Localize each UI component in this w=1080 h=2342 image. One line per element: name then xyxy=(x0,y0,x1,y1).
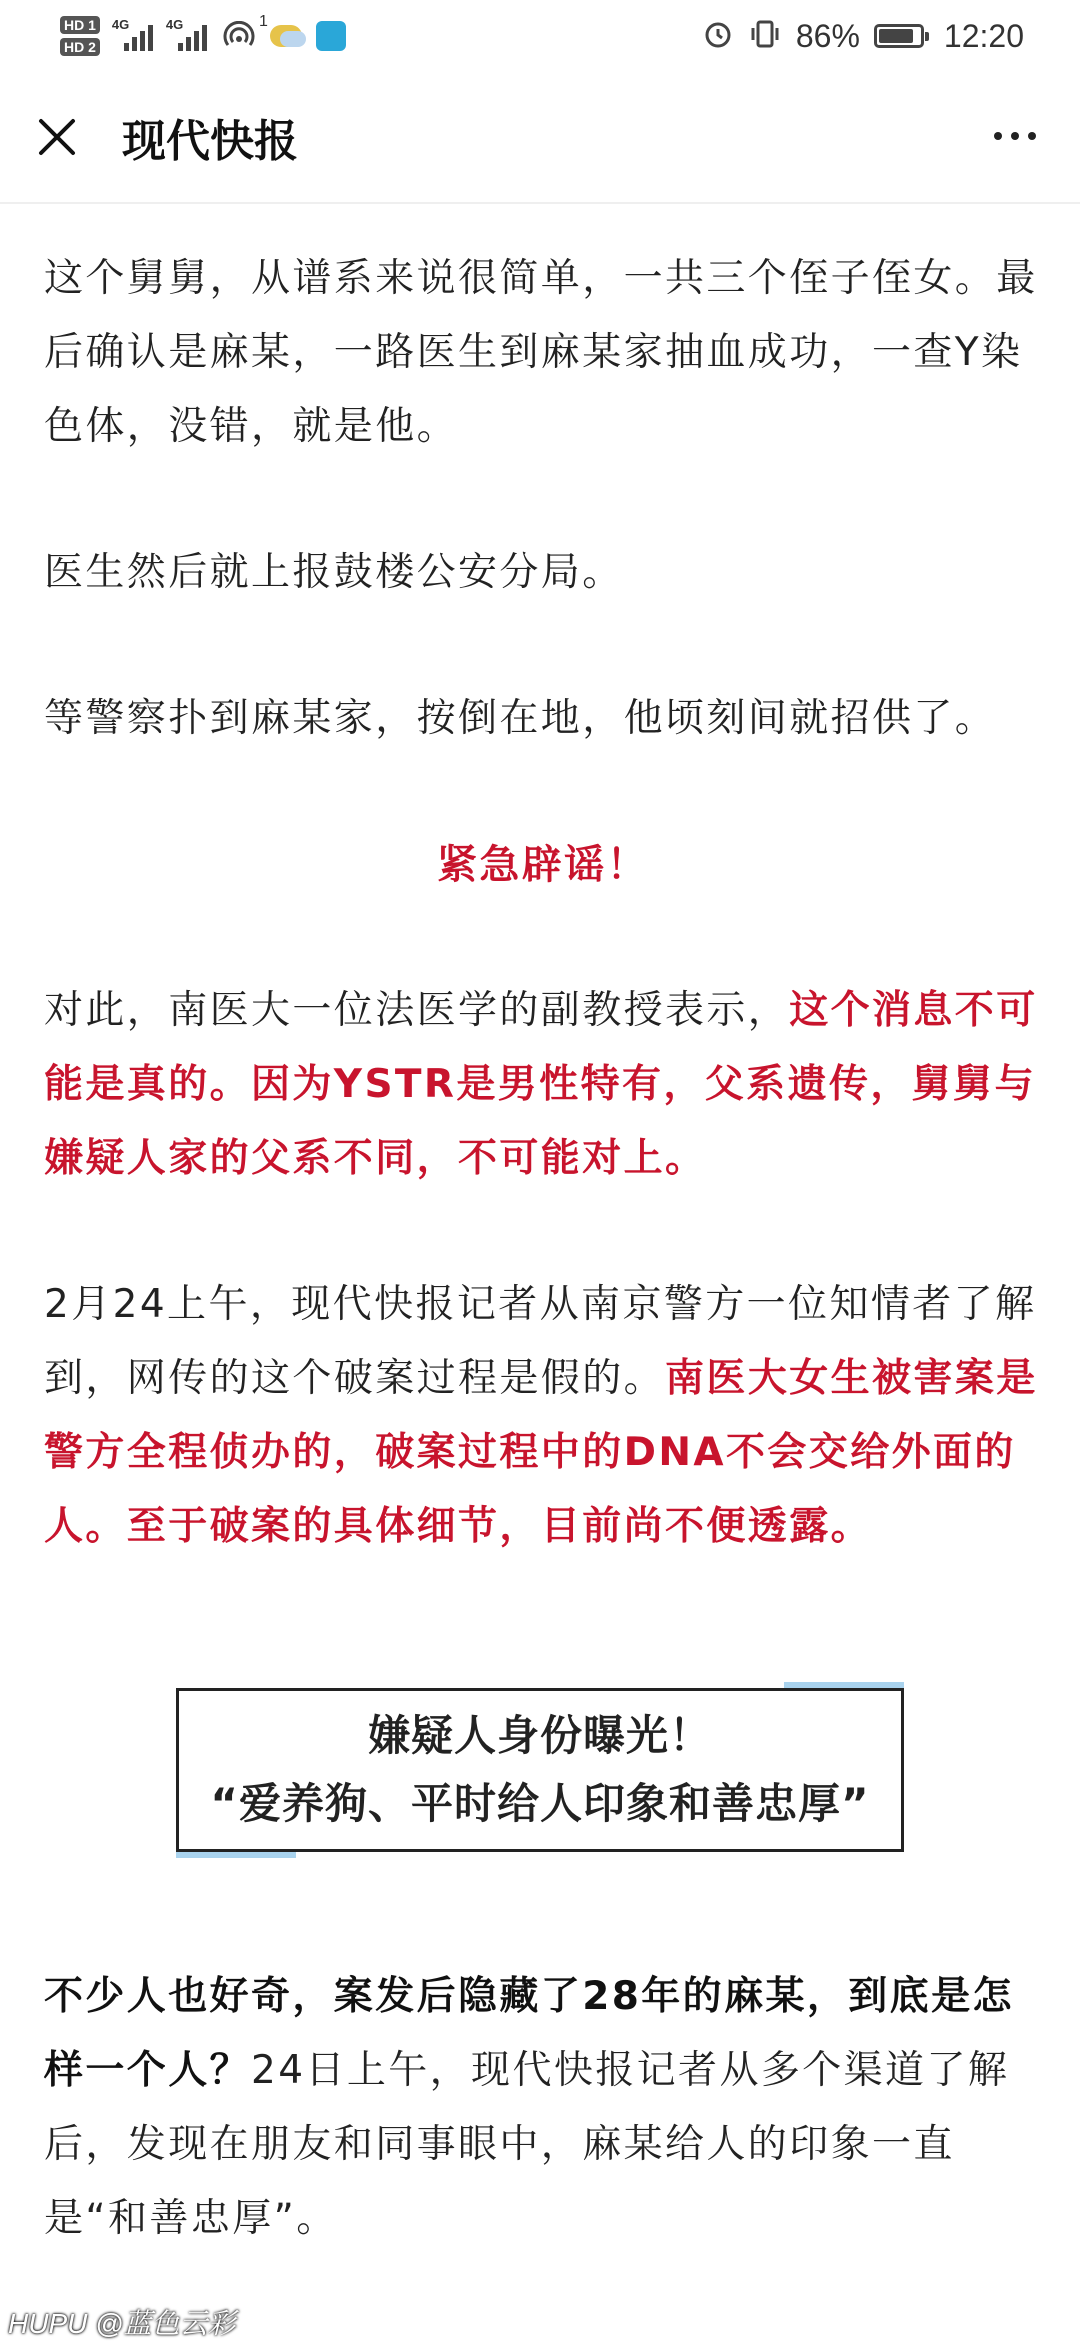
hotspot-count: 1 xyxy=(259,13,268,30)
section-title-line2: “爱养狗、平时给人印象和善忠厚” xyxy=(210,1779,870,1828)
more-icon xyxy=(994,132,1002,140)
rumor-heading: 紧急辟谣！ xyxy=(437,842,649,888)
hd-icon xyxy=(60,16,100,56)
hd1-label: HD 1 xyxy=(60,16,100,34)
alarm-icon xyxy=(702,18,734,55)
paragraph xyxy=(44,536,1042,610)
box-accent xyxy=(176,1852,296,1858)
paragraph-text: 医生然后就上报鼓楼公安分局。 xyxy=(44,550,624,595)
hd2-label: HD 2 xyxy=(60,38,100,56)
network-type-label: 4G xyxy=(111,17,130,32)
paragraph-text: 2月24上午，现代快报记者从南京警方一位知情者了解到，网传的这个破案过程是假的。 xyxy=(44,1282,1037,1401)
close-button[interactable] xyxy=(22,102,92,172)
clock: 12:20 xyxy=(943,17,1024,54)
more-icon xyxy=(1011,132,1019,140)
paragraph-text: 等警察扑到麻某家，按倒在地，他顷刻间就招供了。 xyxy=(44,696,997,741)
paragraph-text: 24日上午，现代快报记者从多个渠道了解后，发现在朋友和同事眼中，麻某给人的印象 xyxy=(44,2048,1010,2167)
paragraph xyxy=(44,204,1042,464)
network-type-label: 4G xyxy=(165,17,184,32)
hotspot-icon xyxy=(222,13,268,51)
highlight-text: 南医大女生被害案是警方全程侦办的，破案过程中的DNA不会交给外面的人。至于破案的具体细节，目前尚不便透露。 xyxy=(44,1356,1038,1549)
paragraph xyxy=(44,682,1042,756)
battery-icon xyxy=(874,24,924,48)
app-header xyxy=(0,72,1080,204)
battery-percent: 86% xyxy=(795,17,860,54)
article-body xyxy=(44,204,1042,2256)
vibrate-icon xyxy=(748,18,782,55)
box-accent xyxy=(784,1682,904,1688)
paragraph-text: 对此，南医大一位法医学的副教授表示， xyxy=(44,988,790,1033)
signal-icon xyxy=(165,17,208,51)
paragraph xyxy=(44,1960,1042,2256)
paragraph xyxy=(44,1268,1042,1564)
highlight-text: 这个消息不可能是真的。因为YSTR是男性特有，父系遗传，舅舅与嫌疑人家的父系不同，不可能对上。 xyxy=(44,988,1038,1181)
battery-fill xyxy=(879,29,913,43)
close-icon xyxy=(37,117,77,157)
section-title-box xyxy=(176,1688,904,1852)
watermark: HUPU @蓝色云彩 xyxy=(8,2308,236,2339)
status-right xyxy=(702,18,1024,55)
status-bar xyxy=(0,0,1080,72)
more-button[interactable] xyxy=(980,106,1050,166)
paragraph xyxy=(44,974,1042,1196)
paragraph-text: 这个舅舅，从谱系来说很简单，一共三个侄子侄女。最后确认是麻某，一路医生到麻某家抽血成功，一查Y染色体，没错，就是他。 xyxy=(44,256,1038,449)
section-title-frame xyxy=(176,1688,904,1852)
status-left xyxy=(60,13,346,56)
weather-icon xyxy=(270,25,302,47)
paragraph-text: 一直是“和善忠厚”。 xyxy=(44,2122,955,2241)
signal-icon xyxy=(111,17,154,51)
book-icon xyxy=(316,21,346,51)
bold-text: 不少人也好奇，案发后隐藏了28年的麻某，到底是怎样一个人？ xyxy=(44,1974,1014,2093)
page-title: 现代快报 xyxy=(122,116,298,167)
more-icon xyxy=(1028,132,1036,140)
section-title-line1: 嫌疑人身份曝光！ xyxy=(367,1711,712,1760)
